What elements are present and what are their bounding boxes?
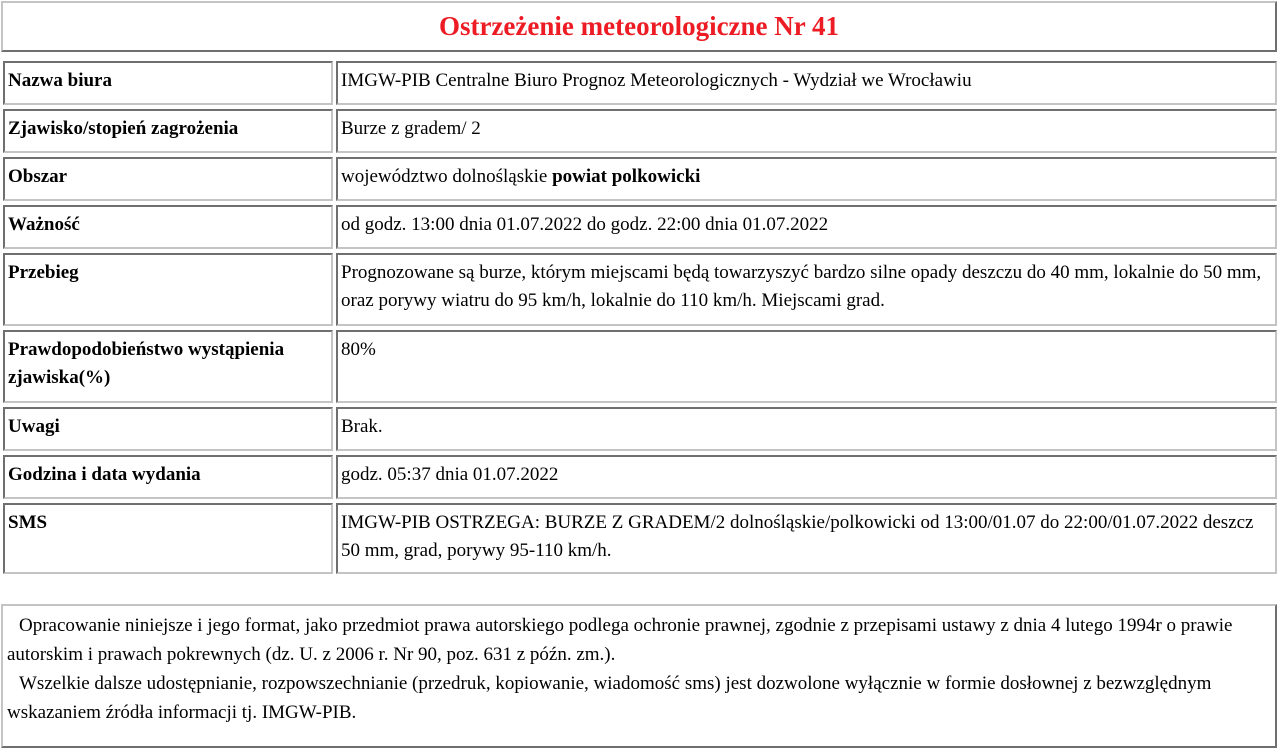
- area-label: Obszar: [3, 157, 333, 201]
- table-row: [3, 253, 1277, 326]
- probability-value: 80%: [336, 330, 1277, 403]
- sms-value: IMGW-PIB OSTRZEGA: BURZE Z GRADEM/2 dolnośląskie/polkowicki od 13:00/01.07 do 22:00/01.07.2022 deszcz 50 mm, grad, porywy 95-110 km/h.: [336, 503, 1277, 574]
- copyright-paragraph: [7, 611, 1271, 669]
- course-value: Prognozowane są burze, którym miejscami będą towarzyszyć bardzo silne opady deszczu do 40 mm, lokalnie do 50 mm, oraz porywy wiatru do 95 km/h, lokalnie do 110 km/h. Miejscami grad.: [336, 253, 1277, 326]
- table-row: [3, 109, 1277, 153]
- title-header: [1, 1, 1277, 52]
- probability-label: Prawdopodobieństwo wystąpienia zjawiska(%): [3, 330, 333, 403]
- area-county: powiat polkowicki: [552, 166, 701, 187]
- table-row: [3, 61, 1277, 105]
- office-name-value: IMGW-PIB Centralne Biuro Prognoz Meteorologicznych - Wydział we Wrocławiu: [336, 61, 1277, 105]
- table-row: [3, 407, 1277, 451]
- sms-label: SMS: [3, 503, 333, 574]
- table-row: [3, 157, 1277, 201]
- warning-title: Ostrzeżenie meteorologiczne Nr 41: [438, 11, 840, 41]
- remarks-value: Brak.: [336, 407, 1277, 451]
- table-row: [3, 503, 1277, 574]
- validity-label: Ważność: [3, 205, 333, 249]
- warning-table: [0, 57, 1280, 578]
- issue-time-value: godz. 05:37 dnia 01.07.2022: [336, 455, 1277, 499]
- area-value: [336, 157, 1277, 201]
- table-row: [3, 455, 1277, 499]
- sharing-paragraph: [7, 669, 1271, 727]
- copyright-footer: [1, 604, 1277, 748]
- validity-value: od godz. 13:00 dnia 01.07.2022 do godz. 22:00 dnia 01.07.2022: [336, 205, 1277, 249]
- table-row: [3, 205, 1277, 249]
- copyright-text: Opracowanie niniejsze i jego format, jako przedmiot prawa autorskiego podlega ochronie prawnej, zgodnie z przepisami ustawy z dnia 4 lutego 1994r o prawie autorskim i prawach pokrewnych (dz. U. z 2006 r. Nr 90, poz. 631 z późn. zm.).: [7, 615, 1233, 665]
- sharing-text: Wszelkie dalsze udostępnianie, rozpowszechnianie (przedruk, kopiowanie, wiadomość sms) jest dozwolone wyłącznie w formie dosłownej z bezwzględnym wskazaniem źródła informacji tj. IMGW-PIB.: [7, 673, 1212, 723]
- area-voivodeship: województwo dolnośląskie: [341, 166, 548, 187]
- course-label: Przebieg: [3, 253, 333, 326]
- phenomenon-value: Burze z gradem/ 2: [336, 109, 1277, 153]
- issue-time-label: Godzina i data wydania: [3, 455, 333, 499]
- remarks-label: Uwagi: [3, 407, 333, 451]
- phenomenon-label: Zjawisko/stopień zagrożenia: [3, 109, 333, 153]
- table-row: [3, 330, 1277, 403]
- office-name-label: Nazwa biura: [3, 61, 333, 105]
